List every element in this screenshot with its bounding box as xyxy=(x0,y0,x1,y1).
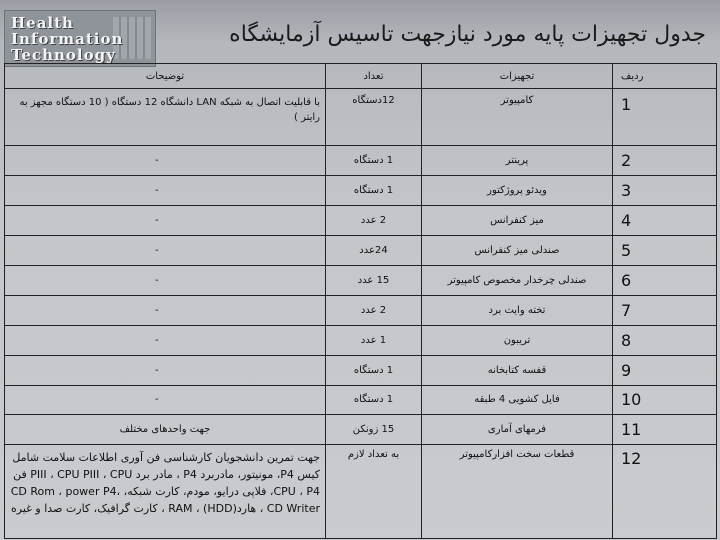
count-cell: 1 دستگاه xyxy=(326,175,422,205)
count-cell: 1 دستگاه xyxy=(326,385,422,415)
equipment-cell: میز کنفرانس xyxy=(422,205,613,235)
equipment-cell: تخته وایت برد xyxy=(422,295,613,325)
equipment-cell: قفسه کتابخانه xyxy=(422,355,613,385)
header-description: توضیحات xyxy=(5,64,326,89)
table-row xyxy=(5,415,717,445)
description-cell: - xyxy=(5,355,326,385)
logo-line-3: Technology xyxy=(11,46,116,64)
count-cell: 2 عدد xyxy=(326,205,422,235)
row-number: 12 xyxy=(613,445,717,539)
description-cell: - xyxy=(5,265,326,295)
row-number: 3 xyxy=(613,175,717,205)
row-number: 1 xyxy=(613,89,717,146)
description-cell: - xyxy=(5,385,326,415)
equipment-cell: قطعات سخت افزارکامپیوتر xyxy=(422,445,613,539)
table-row xyxy=(5,146,717,176)
equipment-cell: صندلی چرخدار مخصوص کامپیوتر xyxy=(422,265,613,295)
row-number: 11 xyxy=(613,415,717,445)
count-cell: 15 عدد xyxy=(326,265,422,295)
description-cell: - xyxy=(5,175,326,205)
row-number: 7 xyxy=(613,295,717,325)
count-cell: 24عدد xyxy=(326,235,422,265)
header-row-number: ردیف xyxy=(613,64,717,89)
description-cell: - xyxy=(5,146,326,176)
count-cell: به تعداد لازم xyxy=(326,445,422,539)
table-row xyxy=(5,175,717,205)
row-number: 8 xyxy=(613,325,717,355)
count-cell: 15 زونکن xyxy=(326,415,422,445)
logo xyxy=(4,10,156,67)
table-header-row xyxy=(5,64,717,89)
equipment-cell: فایل کشویی 4 طبقه xyxy=(422,385,613,415)
logo-line-1: Health xyxy=(11,14,74,32)
count-cell: 1 دستگاه xyxy=(326,146,422,176)
description-cell: جهت واحدهای مختلف xyxy=(5,415,326,445)
table-row xyxy=(5,235,717,265)
equipment-cell: تریبون xyxy=(422,325,613,355)
count-cell: 2 عدد xyxy=(326,295,422,325)
logo-line-2: Information xyxy=(11,30,124,48)
count-cell: 1 دستگاه xyxy=(326,355,422,385)
table-row xyxy=(5,265,717,295)
equipment-cell: صندلی میز کنفرانس xyxy=(422,235,613,265)
header-equipment: تجهیزات xyxy=(422,64,613,89)
row-number: 2 xyxy=(613,146,717,176)
description-cell: - xyxy=(5,295,326,325)
equipment-cell: پرینتر xyxy=(422,146,613,176)
row-number: 5 xyxy=(613,235,717,265)
row-number: 6 xyxy=(613,265,717,295)
table-row xyxy=(5,445,717,539)
page-title: جدول تجهیزات پایه مورد نیازجهت تاسیس آزمایشگاه xyxy=(229,22,706,47)
description-cell: با قابلیت اتصال به شبکه LAN دانشگاه 12 دستگاه ( 10 دستگاه مجهز به رایتر ) xyxy=(5,89,326,146)
table-row xyxy=(5,355,717,385)
header-count: تعداد xyxy=(326,64,422,89)
table-row xyxy=(5,325,717,355)
row-number: 10 xyxy=(613,385,717,415)
description-cell: جهت تمرین دانشجویان کارشناسی فن آوری اطلاعات سلامت شامل کیس P4، مونیتور، مادربرد P4 ، مادر برد PIII ، CPU PIII ، CPU فن CPU ، P4، فلاپی درایو، مودم، کارت شبکه، CD Rom ، power P4، CD Writer ، هارد(HDD) ، RAM ، کارت گرافیک، کارت صدا و غیره xyxy=(5,445,326,539)
equipment-table xyxy=(4,63,717,539)
description-cell: - xyxy=(5,235,326,265)
table-row xyxy=(5,385,717,415)
table-row xyxy=(5,295,717,325)
equipment-cell: کامپیوتر xyxy=(422,89,613,146)
row-number: 9 xyxy=(613,355,717,385)
table-row xyxy=(5,205,717,235)
equipment-cell: فرمهای آماری xyxy=(422,415,613,445)
count-cell: 12دستگاه xyxy=(326,89,422,146)
description-cell: - xyxy=(5,205,326,235)
count-cell: 1 عدد xyxy=(326,325,422,355)
equipment-cell: ویدئو پروژکتور xyxy=(422,175,613,205)
row-number: 4 xyxy=(613,205,717,235)
table-row xyxy=(5,89,717,146)
description-cell: - xyxy=(5,325,326,355)
